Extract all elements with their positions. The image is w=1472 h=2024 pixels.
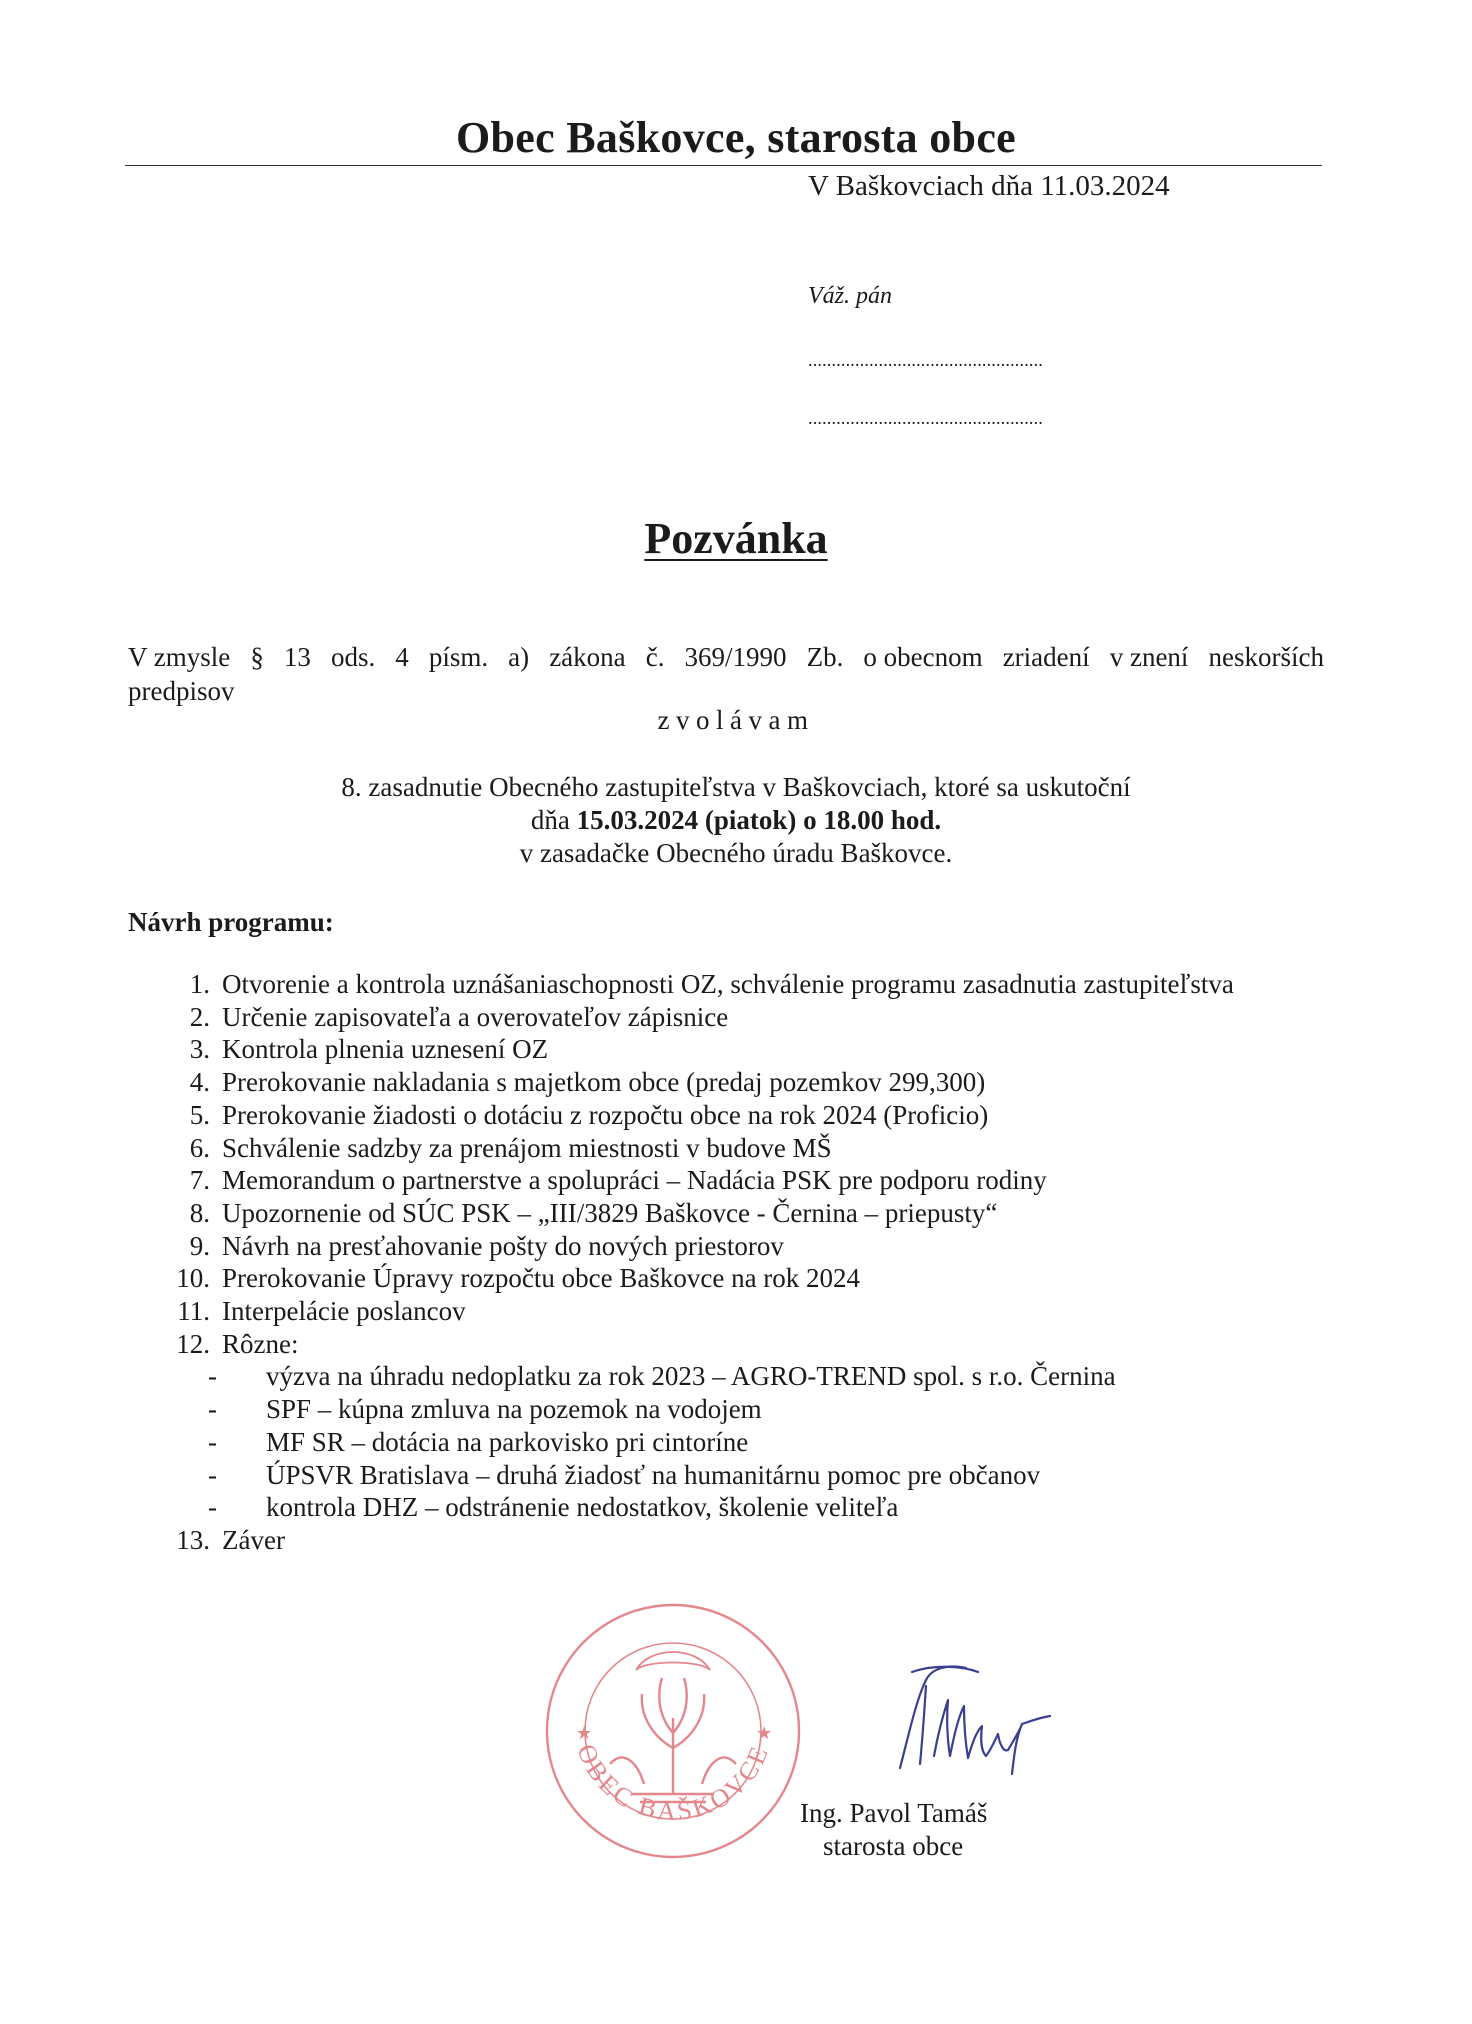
legal-word: 369/1990	[684, 642, 787, 672]
legal-basis-line-1	[128, 640, 1324, 674]
program-subitem	[160, 1360, 1234, 1393]
signer-role: starosta obce	[823, 1831, 964, 1861]
item-text: Rôzne:	[222, 1328, 299, 1359]
item-text: Kontrola plnenia uznesení OZ	[222, 1034, 549, 1065]
item-number: 6.	[189, 1132, 210, 1163]
program-item	[160, 1262, 1234, 1295]
item-number: 13.	[176, 1524, 210, 1555]
stamp-star-left-icon: ★	[576, 1723, 593, 1743]
legal-word: zákona	[549, 642, 626, 672]
subitem-dash: -	[208, 1361, 217, 1392]
item-number: 7.	[189, 1165, 210, 1196]
item-text: Interpelácie poslancov	[222, 1296, 466, 1327]
subitem-text: MF SR – dotácia na parkovisko pri cintoríne	[266, 1426, 749, 1457]
document-title: Pozvánka	[644, 514, 828, 563]
meeting-date-time: 15.03.2024 (piatok) o 18.00 hod.	[576, 805, 942, 835]
program-heading: Návrh programu:	[128, 907, 334, 937]
item-number: 8.	[189, 1197, 210, 1228]
handwritten-signature	[882, 1660, 1062, 1780]
convene-word: zvolávam	[657, 705, 815, 735]
addressee-blank-line-1: ..................................................	[808, 350, 1043, 370]
item-text: Schválenie sadzby za prenájom miestnosti v budove MŠ	[222, 1132, 832, 1163]
item-text: Prerokovanie Úpravy rozpočtu obce Baškovce na rok 2024	[222, 1263, 861, 1294]
signer-block	[800, 1797, 987, 1863]
meeting-line-2	[0, 804, 1472, 837]
meeting-line-1: 8. zasadnutie Obecného zastupiteľstva v Baškovciach, ktoré sa uskutoční	[341, 772, 1131, 802]
legal-word: č.	[645, 642, 665, 672]
legal-word: a)	[508, 642, 530, 672]
program-item	[160, 1066, 1234, 1099]
legal-basis-line-2: predpisov	[128, 676, 235, 706]
program-item	[160, 1295, 1234, 1328]
program-item	[160, 1099, 1234, 1132]
header-divider	[125, 165, 1322, 166]
tree-crown-icon	[636, 1652, 710, 1670]
subitem-dash: -	[208, 1492, 217, 1523]
meeting-details	[0, 771, 1472, 870]
subitem-dash: -	[208, 1426, 217, 1457]
subitem-text: kontrola DHZ – odstránenie nedostatkov, školenie veliteľa	[266, 1492, 899, 1523]
program-item	[160, 1328, 1234, 1361]
legal-word: zriadení	[1002, 642, 1090, 672]
meeting-location: v zasadačke Obecného úradu Baškovce.	[519, 838, 953, 868]
meeting-date-prefix: dňa	[530, 805, 577, 835]
item-text: Otvorenie a kontrola uznášaniaschopnosti OZ, schválenie programu zasadnutia zastupiteľstva	[222, 969, 1234, 999]
subitem-text: výzva na úhradu nedoplatku za rok 2023 – AGRO-TREND spol. s r.o. Černina	[266, 1361, 1116, 1392]
item-number: 10.	[176, 1263, 210, 1294]
addressee-blank-line-2: ..................................................	[808, 408, 1043, 428]
program-item	[160, 1132, 1234, 1165]
program-item	[160, 1033, 1234, 1066]
date-line: V Baškovciach dňa 11.03.2024	[808, 170, 1170, 202]
legal-word: ods.	[330, 642, 376, 672]
stamp-text: OBEC BAŠKOVCE	[571, 1739, 775, 1827]
program-list	[160, 968, 1234, 1557]
subitem-dash: -	[208, 1394, 217, 1425]
program-subitem	[160, 1393, 1234, 1426]
program-subitem	[160, 1459, 1234, 1492]
item-number: 11.	[177, 1296, 210, 1327]
legal-word: písm.	[428, 642, 489, 672]
legal-basis-paragraph	[128, 640, 1324, 708]
item-text: Prerokovanie žiadosti o dotáciu z rozpočtu obce na rok 2024 (Proficio)	[222, 1099, 989, 1130]
official-stamp	[540, 1598, 806, 1864]
legal-word: §	[250, 642, 264, 672]
item-text: Prerokovanie nakladania s majetkom obce (predaj pozemkov 299,300)	[222, 1067, 986, 1098]
item-number: 9.	[189, 1230, 210, 1261]
item-number: 12.	[176, 1328, 210, 1359]
legal-word: neskorších	[1208, 642, 1324, 672]
subitem-dash: -	[208, 1459, 217, 1490]
legal-word: o obecnom	[863, 642, 983, 672]
signer-name: Ing. Pavol Tamáš	[800, 1798, 988, 1828]
legal-word: V zmysle	[128, 642, 231, 672]
item-text: Určenie zapisovateľa a overovateľov zápisnice	[222, 1001, 729, 1032]
program-item-final	[160, 1524, 1234, 1557]
issuer-title: Obec Baškovce, starosta obce	[456, 113, 1016, 162]
subitem-text: SPF – kúpna zmluva na pozemok na vodojem	[266, 1394, 762, 1425]
item-text: Upozornenie od SÚC PSK – „III/3829 Baškovce - Černina – priepusty“	[222, 1197, 998, 1228]
item-number: 4.	[189, 1067, 210, 1098]
program-subitem	[160, 1426, 1234, 1459]
program-item	[160, 1001, 1234, 1034]
item-number: 5.	[189, 1099, 210, 1130]
program-subitem	[160, 1491, 1234, 1524]
subitem-text: ÚPSVR Bratislava – druhá žiadosť na humanitárnu pomoc pre občanov	[266, 1459, 1041, 1490]
legal-word: 13	[283, 642, 311, 672]
item-number: 3.	[189, 1034, 210, 1065]
item-number: 1.	[189, 969, 210, 999]
legal-word: v znení	[1109, 642, 1189, 672]
salutation: Váž. pán	[808, 283, 892, 309]
item-text: Memorandum o partnerstve a spolupráci – Nadácia PSK pre podporu rodiny	[222, 1165, 1047, 1196]
legal-word: 4	[395, 642, 409, 672]
program-item	[160, 968, 1234, 1001]
stamp-star-right-icon: ★	[756, 1723, 773, 1743]
tree-emblem-icon	[642, 1678, 704, 1794]
legal-word: Zb.	[806, 642, 844, 672]
item-text: Záver	[222, 1524, 285, 1555]
program-item	[160, 1230, 1234, 1263]
program-item	[160, 1197, 1234, 1230]
item-number: 2.	[189, 1001, 210, 1032]
program-item	[160, 1164, 1234, 1197]
item-text: Návrh na presťahovanie pošty do nových priestorov	[222, 1230, 784, 1261]
